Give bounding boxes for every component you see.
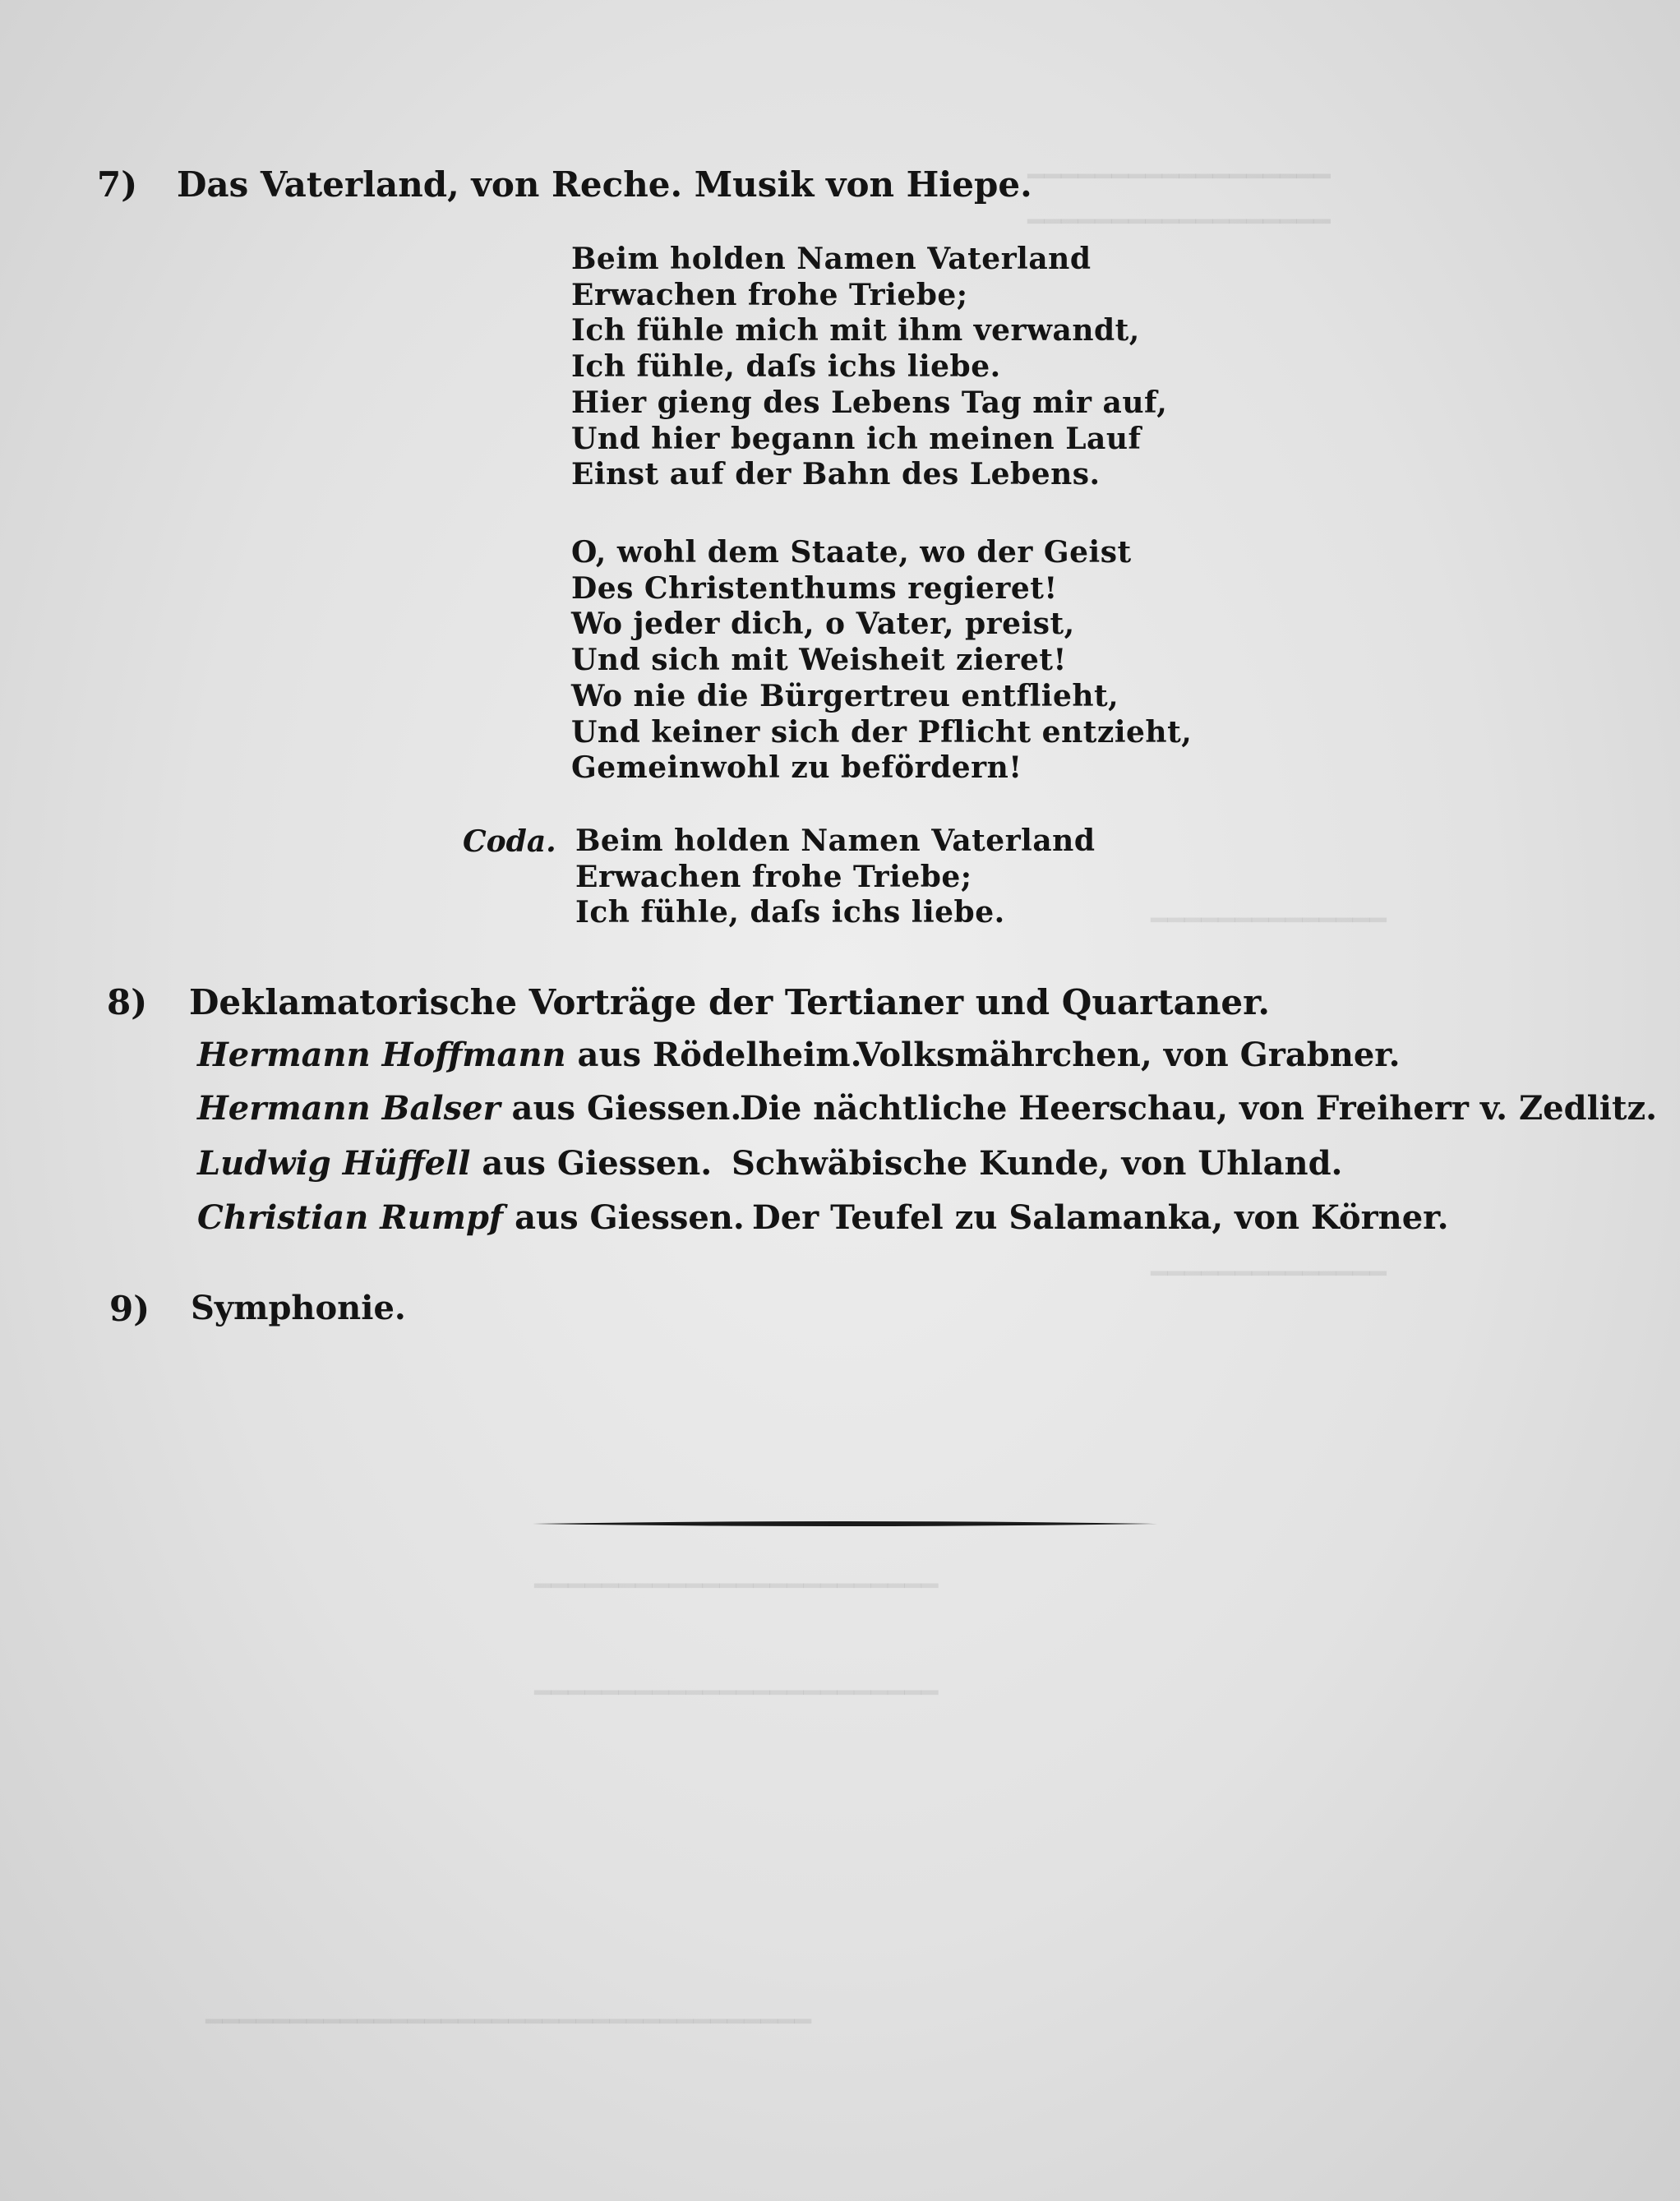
poem-line: Wo nie die Bürgertreu entflieht, bbox=[571, 678, 1119, 713]
item-9-number: 9) bbox=[109, 1289, 150, 1329]
bleed-through-text: ━━━━━━━━━━━━━━━━━━ bbox=[1027, 205, 1331, 238]
poem-line: Ich fühle, daſs ichs liebe. bbox=[571, 349, 1001, 385]
poem-stanza-1 bbox=[571, 242, 1167, 493]
bleed-through-text: ━━━━━━━━━━━━━━━━━━━━━━━━ bbox=[534, 1677, 939, 1710]
performer-name: Ludwig Hüffell bbox=[197, 1144, 471, 1183]
performer-row bbox=[197, 1198, 745, 1237]
performer-piece: Der Teufel zu Salamanka, von Körner. bbox=[752, 1198, 1449, 1237]
poem-line: Einst auf der Bahn des Lebens. bbox=[571, 457, 1101, 492]
poem-line: Beim holden Namen Vaterland bbox=[571, 242, 1092, 276]
bleed-through-text: ━━━━━━━━━━━━━━━━━━━━━━━━━━━━━━━━━━━━ bbox=[205, 2005, 811, 2038]
performer-name: Hermann Hoffmann bbox=[197, 1036, 566, 1074]
bleed-through-text: ━━━━━━━━━━━━━━ bbox=[1151, 1257, 1387, 1290]
performer-row bbox=[197, 1144, 712, 1183]
performer-name: Christian Rumpf bbox=[197, 1198, 504, 1237]
poem-line: Ich fühle, daſs ichs liebe. bbox=[575, 895, 1005, 930]
coda-label: Coda. bbox=[463, 824, 556, 859]
poem-stanza-2 bbox=[571, 535, 1192, 787]
performer-piece: Schwäbische Kunde, von Uhland. bbox=[732, 1144, 1343, 1183]
bleed-through-text: ━━━━━━━━━━━━━━━━━━ bbox=[1027, 160, 1331, 193]
performer-piece: Die nächtliche Heerschau, von Freiherr v. Zedlitz. bbox=[740, 1089, 1658, 1128]
poem-line: Wo jeder dich, o Vater, preist, bbox=[571, 607, 1075, 642]
bleed-through-text: ━━━━━━━━━━━━━━━━━━━━━━━━ bbox=[534, 1570, 939, 1603]
performer-origin: aus Giessen. bbox=[500, 1089, 742, 1128]
performer-piece: Volksmährchen, von Grabner. bbox=[856, 1036, 1401, 1074]
poem-line: Erwachen frohe Triebe; bbox=[571, 277, 968, 312]
item-7-number: 7) bbox=[97, 164, 138, 205]
performer-row bbox=[197, 1036, 862, 1074]
poem-coda bbox=[575, 824, 1096, 931]
item-8-title: Deklamatorische Vorträge der Tertianer und Quartaner. bbox=[189, 982, 1270, 1022]
closing-rule bbox=[533, 1520, 1157, 1528]
poem-line: Und sich mit Weisheit zieret! bbox=[571, 643, 1067, 678]
poem-line: Gemeinwohl zu befördern! bbox=[571, 750, 1022, 786]
poem-line: Des Christenthums regieret! bbox=[571, 570, 1058, 606]
item-8-number: 8) bbox=[107, 982, 148, 1022]
poem-line: Erwachen frohe Triebe; bbox=[575, 859, 972, 894]
poem-line: Beim holden Namen Vaterland bbox=[575, 824, 1096, 858]
poem-line: Hier gieng des Lebens Tag mir auf, bbox=[571, 385, 1168, 420]
item-7-title: Das Vaterland, von Reche. Musik von Hiepe. bbox=[177, 164, 1032, 205]
poem-line: Ich fühle mich mit ihm verwandt, bbox=[571, 313, 1140, 348]
poem-line: O, wohl dem Staate, wo der Geist bbox=[571, 535, 1132, 570]
performer-origin: aus Giessen. bbox=[470, 1144, 713, 1183]
poem-line: Und hier begann ich meinen Lauf bbox=[571, 421, 1142, 456]
performer-origin: aus Rödelheim. bbox=[565, 1036, 862, 1074]
item-9-title: Symphonie. bbox=[191, 1289, 406, 1327]
bleed-through-text: ━━━━━━━━━━━━━━ bbox=[1151, 904, 1387, 937]
poem-line: Und keiner sich der Pflicht entzieht, bbox=[571, 714, 1193, 750]
performer-origin: aus Giessen. bbox=[503, 1198, 745, 1237]
performer-row bbox=[197, 1089, 741, 1128]
performer-name: Hermann Balser bbox=[197, 1089, 501, 1128]
